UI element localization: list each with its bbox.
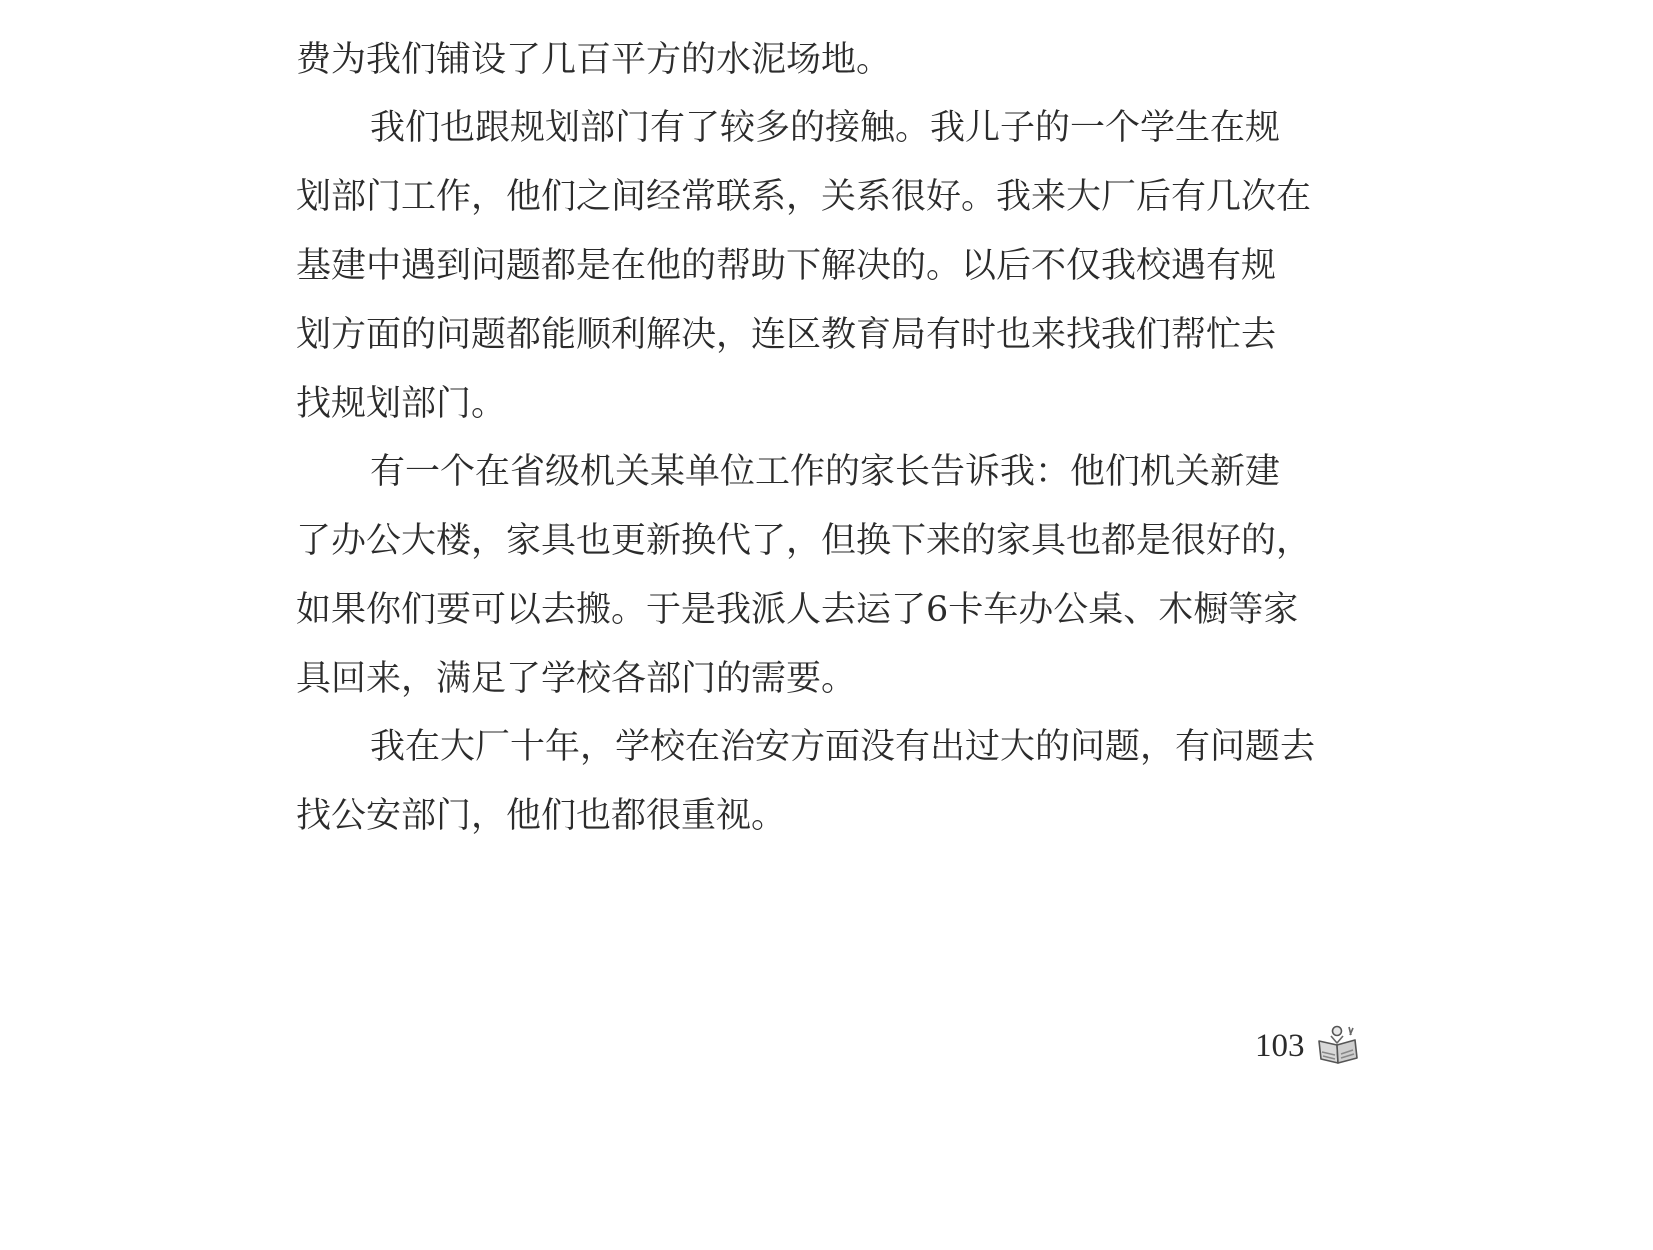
text-line: 了办公大楼，家具也更新换代了，但换下来的家具也都是很好的， xyxy=(296,521,1312,561)
paragraph-first-line: 我们也跟规划部门有了较多的接触。我儿子的一个学生在规 xyxy=(370,108,1281,148)
text-line: 如果你们要可以去搬。于是我派人去运了6卡车办公桌、木橱等家 xyxy=(296,590,1299,630)
text-line: 找公安部门，他们也都很重视。 xyxy=(296,796,787,836)
text-line: 基建中遇到问题都是在他的帮助下解决的。以后不仅我校遇有规 xyxy=(296,246,1277,286)
open-book-icon xyxy=(1315,1023,1361,1069)
page-footer xyxy=(1255,1018,1361,1074)
paragraph-first-line: 我在大厂十年，学校在治安方面没有出过大的问题，有问题去 xyxy=(370,727,1316,767)
text-line: 找规划部门。 xyxy=(296,384,507,424)
text-line: 具回来，满足了学校各部门的需要。 xyxy=(296,659,857,699)
page-number: 103 xyxy=(1255,1028,1305,1064)
text-line: 划方面的问题都能顺利解决，连区教育局有时也来找我们帮忙去 xyxy=(296,315,1277,355)
text-line: 费为我们铺设了几百平方的水泥场地。 xyxy=(296,40,892,80)
paragraph-first-line: 有一个在省级机关某单位工作的家长告诉我：他们机关新建 xyxy=(370,452,1281,492)
text-line: 划部门工作，他们之间经常联系，关系很好。我来大厂后有几次在 xyxy=(296,177,1312,217)
